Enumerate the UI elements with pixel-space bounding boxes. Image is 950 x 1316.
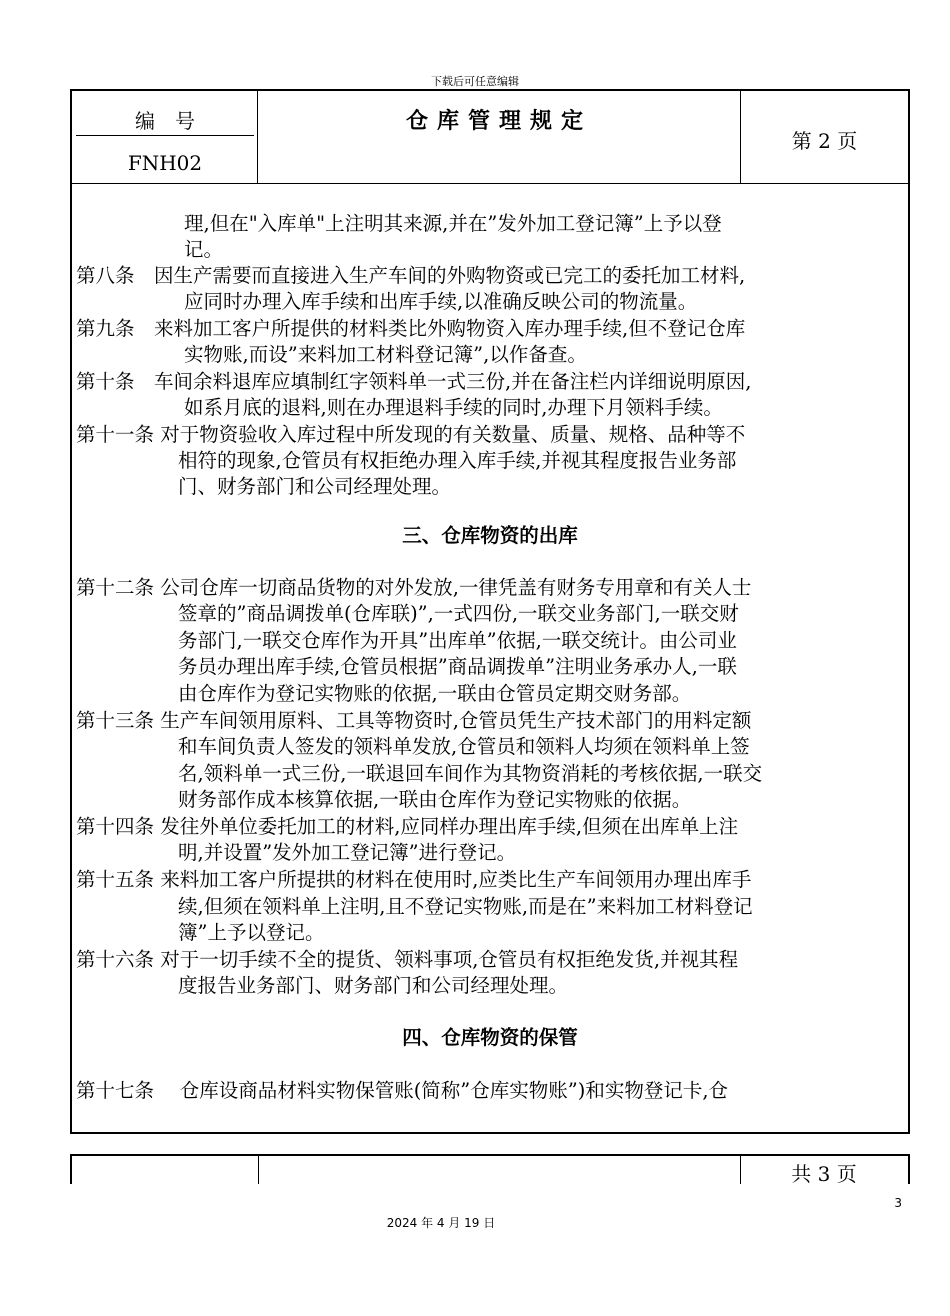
text-line: 理,但在"入库单"上注明其来源,并在”发外加工登记簿”上予以登 — [184, 212, 722, 235]
text-line: 签章的”商品调拨单(仓库联)”,一式四份,一联交业务部门,一联交财 — [178, 602, 739, 625]
text-line: 财务部作成本核算依据,一联由仓库作为登记实物账的依据。 — [178, 788, 692, 811]
page-indicator: 第 2 页 — [791, 129, 858, 153]
text-line: 名,领料单一式三份,一联退回车间作为其物资消耗的考核依据,一联交 — [178, 762, 763, 785]
article-15: 第十五条 来料加工客户所提拱的材料在使用时,应类比生产车间领用办理出库手 — [76, 868, 752, 891]
code-value: FNH02 — [127, 151, 203, 175]
text-line: 相符的现象,仓管员有权拒绝办理入库手续,并视其程度报告业务部 — [178, 449, 737, 472]
document-title: 仓库管理规定 — [405, 108, 592, 134]
text-line: 续,但须在领料单上注明,且不登记实物账,而是在”来料加工材料登记 — [178, 895, 753, 918]
text-line: 由仓库作为登记实物账的依据,一联由仓管员定期交财务部。 — [178, 682, 692, 705]
article-9: 第九条 来料加工客户所提供的材料类比外购物资入库办理手续,但不登记仓库 — [76, 317, 746, 340]
article-13: 第十三条 生产车间领用原料、工具等物资时,仓管员凭生产技术部门的用料定额 — [76, 709, 752, 732]
code-label: 编号 — [135, 109, 215, 133]
text-line: 和车间负责人签发的领料单发放,仓管员和领料人均须在领料单上签 — [178, 735, 750, 758]
text-line: 记。 — [184, 238, 224, 261]
page-number: 3 — [894, 1196, 902, 1210]
text-line: 务部门,一联交仓库作为开具”出库单”依据,一联交统计。由公司业 — [178, 629, 737, 652]
article-16: 第十六条 对于一切手续不全的提货、领料事项,仓管员有权拒绝发货,并视其程 — [76, 948, 739, 971]
title-cell — [258, 91, 740, 183]
section-heading-outbound: 三、仓库物资的出库 — [402, 524, 578, 547]
text-line: 应同时办理入库手续和出库手续,以准确反映公司的物流量。 — [184, 290, 698, 313]
article-12: 第十二条 公司仓库一切商品货物的对外发放,一律凭盖有财务专用章和有关人士 — [76, 576, 752, 599]
document-body — [70, 184, 910, 1134]
top-note: 下载后可任意编辑 — [431, 75, 519, 88]
article-10: 第十条 车间余料退库应填制红字领料单一式三份,并在备注栏内详细说明原因, — [76, 370, 752, 393]
document-header — [70, 89, 910, 184]
text-line: 如系月底的退料,则在办理退料手续的同时,办理下月领料手续。 — [184, 396, 723, 419]
total-pages: 共 3 页 — [791, 1162, 857, 1186]
section-heading-storage: 四、仓库物资的保管 — [402, 1026, 578, 1049]
code-cell — [72, 91, 258, 183]
page-cell — [740, 91, 908, 183]
article-11: 第十一条 对于物资验收入库过程中所发现的有关数量、质量、规格、品种等不 — [76, 423, 746, 446]
code-divider — [76, 135, 254, 136]
date: 2024 年 4 月 19 日 — [386, 1216, 496, 1230]
text-line: 门、财务部门和公司经理处理。 — [178, 475, 452, 498]
text-line: 簿”上予以登记。 — [178, 921, 325, 944]
article-8: 第八条 因生产需要而直接进入生产车间的外购物资或已完工的委托加工材料, — [76, 264, 746, 287]
footer-divider — [258, 1156, 259, 1184]
text-line: 度报告业务部门、财务部门和公司经理处理。 — [178, 974, 569, 997]
text-line: 实物账,而设”来料加工材料登记簿”,以作备查。 — [184, 343, 587, 366]
document-footer — [70, 1154, 910, 1184]
text-line: 务员办理出库手续,仓管员根据”商品调拨单”注明业务承办人,一联 — [178, 655, 737, 678]
article-14: 第十四条 发往外单位委托加工的材料,应同样办理出库手续,但须在出库单上注 — [76, 815, 739, 838]
text-line: 明,并设置”发外加工登记簿”进行登记。 — [178, 841, 517, 864]
article-17: 第十七条 仓库设商品材料实物保管账(简称”仓库实物账”)和实物登记卡,仓 — [76, 1079, 729, 1102]
